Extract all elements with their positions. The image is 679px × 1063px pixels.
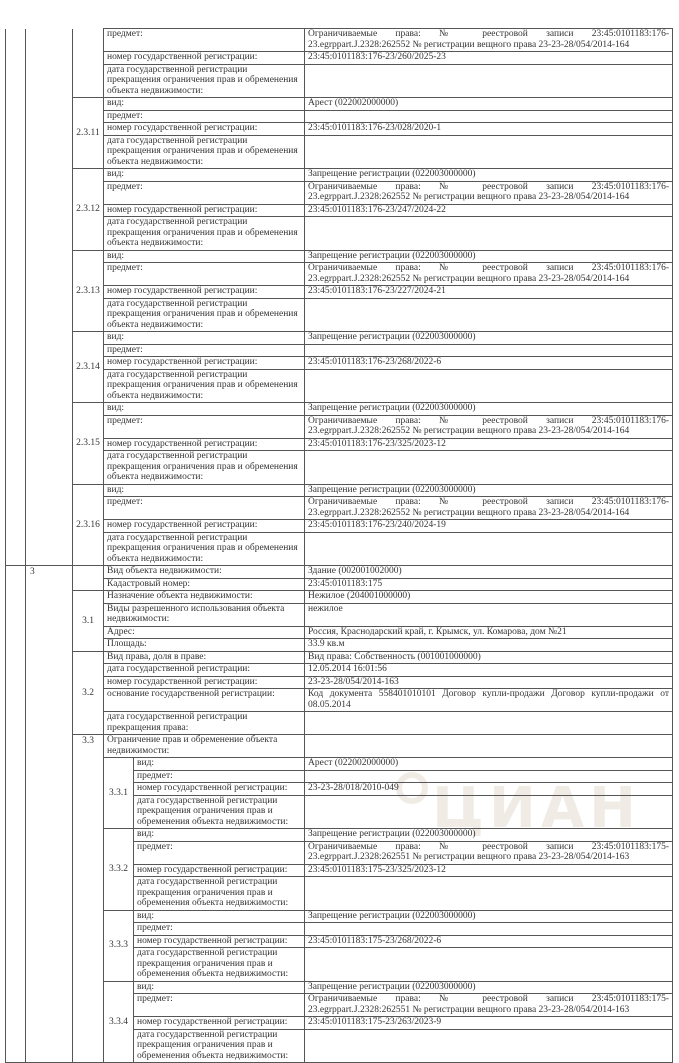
table-row <box>6 689 673 712</box>
table-row <box>6 651 673 664</box>
group-number-cell: 3.3.1 <box>104 758 134 829</box>
row-label-cell: вид: <box>104 484 305 497</box>
row-label-cell: дата государственной регистрации прекращения ограничения прав и обременения объекта недвижимости: <box>104 532 305 566</box>
row-label-cell: вид: <box>134 758 305 771</box>
row-value-cell <box>305 532 673 566</box>
table-row <box>6 451 673 485</box>
outer-number-cell <box>6 29 26 566</box>
group-number-cell: 2.3.15 <box>73 403 104 485</box>
row-label-cell: Кадастровый номер: <box>104 578 305 591</box>
row-label-cell: предмет: <box>134 841 305 864</box>
row-value-cell <box>305 735 673 758</box>
row-label-cell: вид: <box>104 169 305 182</box>
row-value-cell: нежилое <box>305 603 673 626</box>
row-label-cell: дата государственной регистрации прекращения ограничения прав и обременения объекта недвижимости: <box>134 1029 305 1063</box>
table-row <box>6 181 673 204</box>
table-row <box>6 758 673 771</box>
cian-watermark-text: ЦИАН <box>432 776 642 841</box>
row-value-cell: 23-23-28/018/2010-049 <box>305 783 673 796</box>
table-row <box>6 829 673 842</box>
group-number-cell: 2.3.12 <box>73 169 104 251</box>
row-label-cell: предмет: <box>104 181 305 204</box>
row-value-cell: Ограничиваемые права: № реестровой записи 23:45:0101183:176-23.egrppart.J.2328:262552 № регистрации вещного права 23-23-28/054/2014-164 <box>305 497 673 520</box>
table-row <box>6 110 673 123</box>
row-label-cell: вид: <box>134 829 305 842</box>
row-label-cell: Вид права, доля в праве: <box>104 651 305 664</box>
table-row <box>6 169 673 182</box>
row-label-cell: номер государственной регистрации: <box>104 438 305 451</box>
row-label-cell: номер государственной регистрации: <box>104 520 305 533</box>
row-value-cell: 23:45:0101183:176-23/325/2023-12 <box>305 438 673 451</box>
table-row <box>6 357 673 370</box>
table-row <box>6 566 673 579</box>
row-label-cell: дата государственной регистрации прекращения ограничения прав и обременения объекта недвижимости: <box>134 795 305 829</box>
group-number-cell: 3.3.4 <box>104 981 134 1063</box>
row-value-cell: Запрещение регистрации (022003000000) <box>305 403 673 416</box>
row-label-cell: дата государственной регистрации прекращения ограничения прав и обременения объекта недвижимости: <box>104 369 305 403</box>
row-value-cell: 23:45:0101183:176-23/247/2024-22 <box>305 204 673 217</box>
table-row <box>6 532 673 566</box>
row-label-cell: предмет: <box>104 344 305 357</box>
table-row <box>6 52 673 65</box>
row-value-cell <box>305 298 673 332</box>
table-row <box>6 497 673 520</box>
row-value-cell: Запрещение регистрации (022003000000) <box>305 332 673 345</box>
row-label-cell: Назначение объекта недвижимости: <box>104 591 305 604</box>
table-row <box>6 910 673 923</box>
row-label-cell: номер государственной регистрации: <box>134 935 305 948</box>
row-label-cell: вид: <box>104 98 305 111</box>
row-label-cell: номер государственной регистрации: <box>134 1017 305 1030</box>
table-row <box>6 664 673 677</box>
group-number-cell: 3.3.2 <box>104 829 134 911</box>
row-label-cell: предмет: <box>104 263 305 286</box>
table-row <box>6 298 673 332</box>
row-value-cell: 23:45:0101183:175-23/263/2023-9 <box>305 1017 673 1030</box>
table-row <box>6 484 673 497</box>
row-label-cell: дата государственной регистрации прекращения ограничения прав и обременения объекта недвижимости: <box>104 64 305 98</box>
table-row <box>6 735 673 758</box>
table-row <box>6 369 673 403</box>
row-label-cell: дата государственной регистрации прекращения ограничения прав и обременения объекта недвижимости: <box>134 948 305 982</box>
group-number-cell: 2.3.14 <box>73 332 104 403</box>
row-label-cell: вид: <box>104 250 305 263</box>
table-row <box>6 578 673 591</box>
group-number-cell: 2.3.16 <box>73 484 104 566</box>
group-number-cell: 3.3 <box>73 735 104 1063</box>
table-row <box>6 250 673 263</box>
row-label-cell: Виды разрешенного использования объекта недвижимости: <box>104 603 305 626</box>
row-value-cell: Запрещение регистрации (022003000000) <box>305 829 673 842</box>
outer-subnumber-cell <box>26 29 73 566</box>
row-label-cell: предмет: <box>104 415 305 438</box>
row-label-cell: номер государственной регистрации: <box>104 676 305 689</box>
row-label-cell: номер государственной регистрации: <box>104 123 305 136</box>
row-label-cell: вид: <box>104 332 305 345</box>
row-label-cell: основание государственной регистрации: <box>104 689 305 712</box>
row-label-cell: предмет: <box>104 110 305 123</box>
row-value-cell <box>305 770 673 783</box>
row-value-cell <box>305 877 673 911</box>
row-value-cell <box>305 135 673 169</box>
table-row <box>6 217 673 251</box>
table-row <box>6 981 673 994</box>
row-value-cell: Ограничиваемые права: № реестровой записи 23:45:0101183:176-23.egrppart.J.2328:262552 № регистрации вещного права 23-23-28/054/2014-164 <box>305 29 673 52</box>
group-number-cell: 2.3.11 <box>73 98 104 169</box>
table-row <box>6 415 673 438</box>
row-label-cell: Площадь: <box>104 639 305 652</box>
row-value-cell: Арест (022002000000) <box>305 98 673 111</box>
group-number-cell <box>73 566 104 591</box>
table-row <box>6 344 673 357</box>
row-value-cell: Запрещение регистрации (022003000000) <box>305 250 673 263</box>
table-row <box>6 603 673 626</box>
group-number-cell: 3.2 <box>73 651 104 735</box>
table-row <box>6 64 673 98</box>
row-label-cell: номер государственной регистрации: <box>134 864 305 877</box>
table-row <box>6 263 673 286</box>
row-label-cell: номер государственной регистрации: <box>134 783 305 796</box>
section-number-cell: 3 <box>26 566 73 1063</box>
row-label-cell: дата государственной регистрации: <box>104 664 305 677</box>
row-label-cell: дата государственной регистрации прекращения ограничения прав и обременения объекта недвижимости: <box>104 298 305 332</box>
table-row <box>6 438 673 451</box>
row-value-cell <box>305 64 673 98</box>
row-value-cell: Россия, Краснодарский край, г. Крымск, ул. Комарова, дом №21 <box>305 626 673 639</box>
outer-number-cell <box>6 566 26 1063</box>
row-label-cell: предмет: <box>134 770 305 783</box>
table-row <box>6 676 673 689</box>
egrn-extract-table <box>5 28 673 1063</box>
row-value-cell: Вид права: Собственность (001001000000) <box>305 651 673 664</box>
row-label-cell: предмет: <box>104 497 305 520</box>
row-label-cell: дата государственной регистрации прекращения ограничения прав и обременения объекта недвижимости: <box>104 451 305 485</box>
row-value-cell: Запрещение регистрации (022003000000) <box>305 169 673 182</box>
row-value-cell: Ограничиваемые права: № реестровой записи 23:45:0101183:176-23.egrppart.J.2328:262552 № регистрации вещного права 23-23-28/054/2014-164 <box>305 415 673 438</box>
row-value-cell: 23:45:0101183:175-23/268/2022-6 <box>305 935 673 948</box>
row-label-cell: Вид объекта недвижимости: <box>104 566 305 579</box>
group-number-cell <box>73 29 104 98</box>
row-label-cell: дата государственной регистрации прекращения ограничения прав и обременения объекта недвижимости: <box>104 217 305 251</box>
table-row <box>6 286 673 299</box>
row-label-cell: предмет: <box>134 923 305 936</box>
row-label-cell: предмет: <box>104 29 305 52</box>
row-value-cell <box>305 923 673 936</box>
table-row <box>6 332 673 345</box>
table-row <box>6 29 673 52</box>
row-value-cell <box>305 217 673 251</box>
row-value-cell: 33.9 кв.м <box>305 639 673 652</box>
row-label-cell: Адрес: <box>104 626 305 639</box>
row-value-cell: 23:45:0101183:176-23/268/2022-6 <box>305 357 673 370</box>
row-value-cell: 23:45:0101183:176-23/227/2024-21 <box>305 286 673 299</box>
row-value-cell: 23:45:0101183:175-23/325/2023-12 <box>305 864 673 877</box>
row-label-cell: вид: <box>134 981 305 994</box>
row-label-cell: номер государственной регистрации: <box>104 357 305 370</box>
row-value-cell: Ограничиваемые права: № реестровой записи 23:45:0101183:176-23.egrppart.J.2328:262552 № регистрации вещного права 23-23-28/054/2014-164 <box>305 263 673 286</box>
table-row <box>6 123 673 136</box>
table-row <box>6 403 673 416</box>
table-row <box>6 591 673 604</box>
row-value-cell <box>305 369 673 403</box>
row-value-cell <box>305 344 673 357</box>
row-value-cell: 23-23-28/054/2014-163 <box>305 676 673 689</box>
row-label-cell: Ограничение прав и обременение объекта недвижимости: <box>104 735 305 758</box>
row-value-cell: Запрещение регистрации (022003000000) <box>305 910 673 923</box>
row-label-cell: дата государственной регистрации прекращения ограничения прав и обременения объекта недвижимости: <box>104 135 305 169</box>
row-value-cell: 23:45:0101183:176-23/240/2024-19 <box>305 520 673 533</box>
table-row <box>6 626 673 639</box>
row-value-cell: 23:45:0101183:176-23/028/2020-1 <box>305 123 673 136</box>
table-row <box>6 520 673 533</box>
row-value-cell: Нежилое (204001000000) <box>305 591 673 604</box>
row-value-cell: 23:45:0101183:175 <box>305 578 673 591</box>
table-row <box>6 135 673 169</box>
row-value-cell: Запрещение регистрации (022003000000) <box>305 484 673 497</box>
row-label-cell: дата государственной регистрации прекращения права: <box>104 712 305 735</box>
row-label-cell: номер государственной регистрации: <box>104 204 305 217</box>
row-value-cell <box>305 795 673 829</box>
row-value-cell: Ограничиваемые права: № реестровой записи 23:45:0101183:176-23.egrppart.J.2328:262552 № регистрации вещного права 23-23-28/054/2014-164 <box>305 181 673 204</box>
row-label-cell: номер государственной регистрации: <box>104 52 305 65</box>
group-number-cell: 3.3.3 <box>104 910 134 981</box>
table-row <box>6 98 673 111</box>
row-label-cell: вид: <box>104 403 305 416</box>
row-value-cell <box>305 712 673 735</box>
table-row <box>6 639 673 652</box>
row-value-cell: Ограничиваемые права: № реестровой записи 23:45:0101183:175-23.egrppart.J.2328:262551 № регистрации вещного права 23-23-28/054/2014-163 <box>305 841 673 864</box>
row-value-cell <box>305 110 673 123</box>
row-label-cell: номер государственной регистрации: <box>104 286 305 299</box>
group-number-cell: 3.1 <box>73 591 104 652</box>
row-label-cell: дата государственной регистрации прекращения ограничения прав и обременения объекта недвижимости: <box>134 877 305 911</box>
group-number-cell: 2.3.13 <box>73 250 104 332</box>
row-value-cell: Запрещение регистрации (022003000000) <box>305 981 673 994</box>
table-row <box>6 712 673 735</box>
row-value-cell <box>305 1029 673 1063</box>
row-value-cell: Код документа 558401010101 Договор купли-продажи Договор купли-продажи от 08.05.2014 <box>305 689 673 712</box>
row-value-cell: 12.05.2014 16:01:56 <box>305 664 673 677</box>
row-value-cell: 23:45:0101183:176-23/260/2025-23 <box>305 52 673 65</box>
row-value-cell: Арест (022002000000) <box>305 758 673 771</box>
table-row <box>6 204 673 217</box>
row-label-cell: вид: <box>134 910 305 923</box>
row-value-cell: Ограничиваемые права: № реестровой записи 23:45:0101183:175-23.egrppart.J.2328:262551 № регистрации вещного права 23-23-28/054/2014-163 <box>305 994 673 1017</box>
row-value-cell <box>305 451 673 485</box>
row-label-cell: предмет: <box>134 994 305 1017</box>
row-value-cell: Здание (002001002000) <box>305 566 673 579</box>
row-value-cell <box>305 948 673 982</box>
